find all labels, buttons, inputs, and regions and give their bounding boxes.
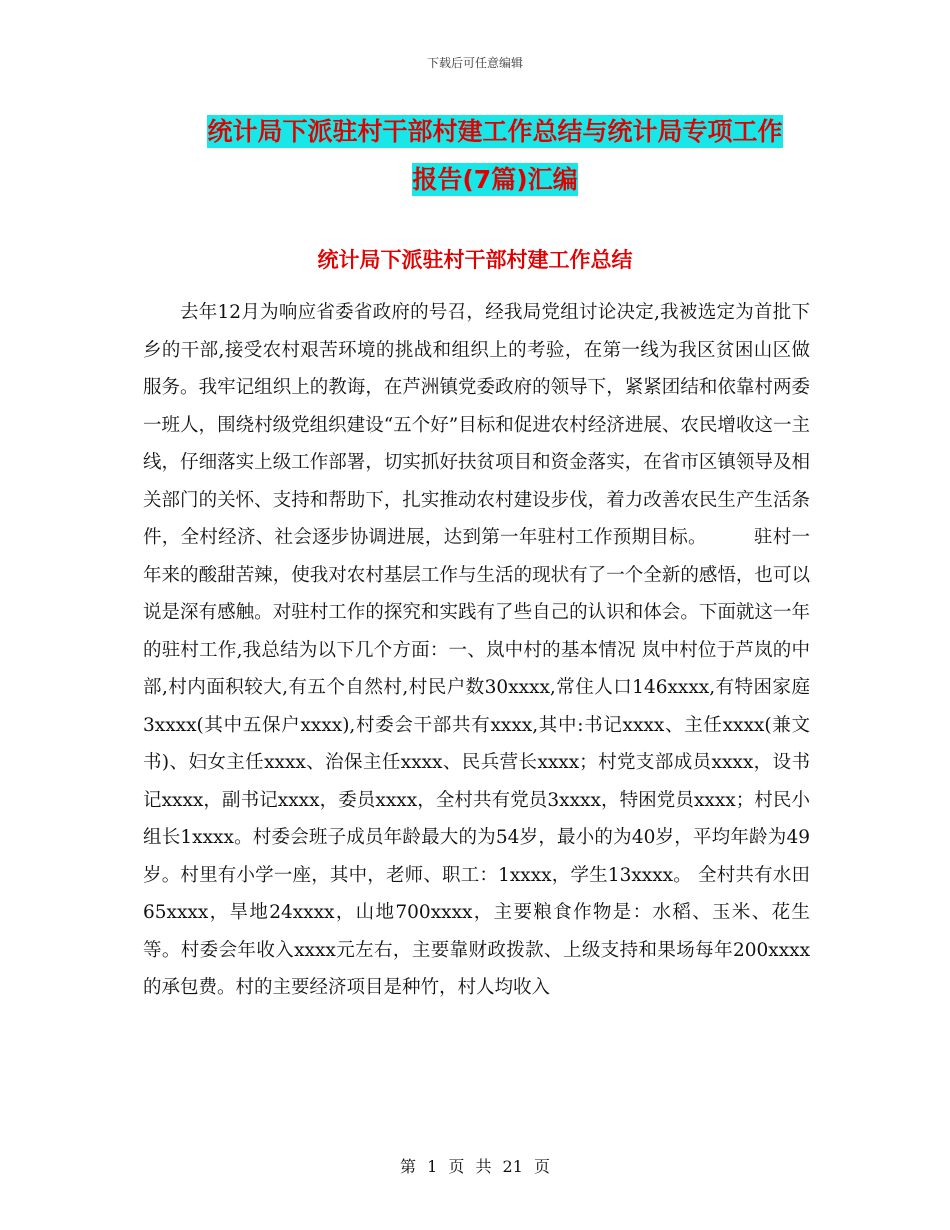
header-note: 下载后可任意编辑 bbox=[426, 56, 523, 70]
section-title: 统计局下派驻村干部村建工作总结 bbox=[317, 248, 633, 272]
page-footer: 第 1 页 共 21 页 bbox=[400, 1157, 550, 1176]
document-title bbox=[150, 108, 840, 204]
body-paragraph: 去年12月为响应省委省政府的号召，经我局党组讨论决定,我被选定为首批下乡的干部,接受农村艰苦环境的挑战和组织上的考验，在第一线为我区贫困山区做服务。我牢记组织上的教诲，在芦洲镇党委政府的领导下，紧紧团结和依靠村两委一班人，围绕村级党组织建设“五个好”目标和促进农村经济进展、农民增收这一主线，仔细落实上级工作部署，切实抓好扶贫项目和资金落实，在省市区镇领导及相关部门的关怀、支持和帮助下，扎实推动农村建设步伐，着力改善农民生产生活条件，全村经济、社会逐步协调进展，达到第一年驻村工作预期目标。 驻村一年来的酸甜苦辣，使我对农村基层工作与生活的现状有了一个全新的感悟，也可以说是深有感触。对驻村工作的探究和实践有了些自己的认识和体会。下面就这一年的驻村工作,我总结为以下几个方面：一、岚中村的基本情况 岚中村位于芦岚的中部,村内面积较大,有五个自然村,村民户数30xxxx,常住人口146xxxx,有特困家庭3xxxx(其中五保户xxxx),村委会干部共有xxxx,其中:书记xxxx、主任xxxx(兼文书)、妇女主任xxxx、治保主任xxxx、民兵营长xxxx；村党支部成员xxxx，设书记xxxx，副书记xxxx，委员xxxx，全村共有党员3xxxx，特困党员xxxx；村民小组长1xxxx。村委会班子成员年龄最大的为54岁，最小的为40岁，平均年龄为49岁。村里有小学一座，其中，老师、职工：1xxxx，学生13xxxx。 全村共有水田65xxxx，旱地24xxxx，山地700xxxx，主要粮食作物是：水稻、玉米、花生等。村委会年收入xxxx元左右，主要靠财政拨款、上级支持和果场每年200xxxx的承包费。村的主要经济项目是种竹，村人均收入 bbox=[143, 302, 810, 998]
title-line-2: 报告(7篇)汇编 bbox=[412, 165, 578, 194]
title-line-1: 统计局下派驻村干部村建工作总结与统计局专项工作 bbox=[207, 117, 783, 146]
